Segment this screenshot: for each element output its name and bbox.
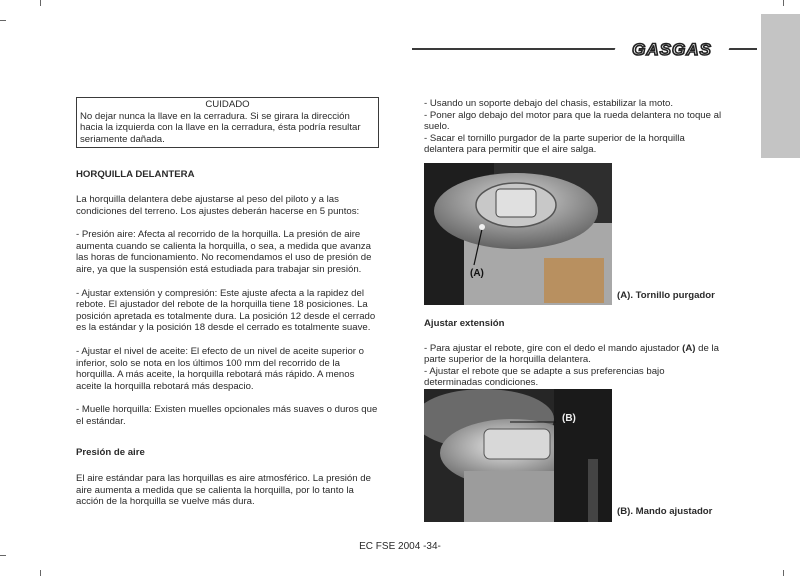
photo-label-b: (B) [562,413,576,424]
caption-b: (B). Mando ajustador [617,506,713,517]
section-heading-adjust: Ajustar extensión [424,318,505,329]
doc-code: EC FSE 2004 [359,541,421,552]
right-column [424,98,724,156]
side-tab [761,14,800,158]
brand-text: GASGAS [632,40,712,59]
paragraph: La horquilla delantera debe ajustarse al peso del piloto y a las condiciones del terreno. Los ajustes deberán hacerse en 5 puntos: [76,193,360,217]
step-item: - Usando un soporte debajo del chasis, estabilizar la moto. [424,98,674,109]
crop-mark [0,20,6,21]
warning-text: No dejar nunca la llave en la cerradura. Si se girara la dirección hacia la izquierda con la llave en la cerradura, ésta podría resultar seriamente dañada. [80,110,361,145]
left-column [76,97,379,508]
fork-top-photo-a [424,163,612,305]
crop-mark [0,555,6,556]
fork-top-photo-b [424,389,612,522]
paragraph: - Ajustar extensión y compresión: Este ajuste afecta a la rapidez del rebote. El ajustador del rebote de la horquilla tiene 18 posiciones. La posición apretada es totalmente dura. La posición 12 desde el cerrado es la estándar y la posición 18 desde el cerrado es totalmente suave. [76,287,376,334]
section-heading-air: Presión de aire [76,447,145,459]
step-text: de la parte superior de la horquilla delantera. [424,342,719,366]
step-item: - Ajustar el rebote que se adapte a sus preferencias bajo determinadas condiciones. [424,365,665,389]
crop-mark [40,0,41,6]
crop-mark [40,570,41,576]
page-footer [0,541,800,552]
gasgas-logo [612,38,734,60]
paragraph: - Muelle horquilla: Existen muelles opcionales más suaves o duros que el estándar. [76,404,378,427]
section-heading-fork: HORQUILLA DELANTERA [76,169,195,181]
page-number: -34- [423,541,441,552]
step-item [424,343,724,366]
step-item: - Poner algo debajo del motor para que la rueda delantera no toque al suelo. [424,109,722,133]
paragraph: - Ajustar el nivel de aceite: El efecto de un nivel de aceite superior o inferior, solo se nota en los últimos 100 mm del recorrido de la horquilla. A más aceite, la horquilla rebotará más rápido. A menos aceite la horquilla rebotará más despacio. [76,345,364,392]
warning-box [76,97,379,148]
adjust-section [424,318,724,389]
step-text: - Para ajustar el rebote, gire con el dedo el mando ajustador [424,342,683,354]
crop-mark [783,570,784,576]
warning-title: CUIDADO [205,99,250,110]
photo-label-a: (A) [470,268,484,279]
paragraph: - Presión aire: Afecta al recorrido de la horquilla. La presión de aire aumenta cuando se calienta la horquilla, o sea, a medida que avanza las horas de funcionamiento. No recomendamos el uso de presión de aire, ya que la suspensión está estudiada para trabajar sin presión. [76,229,372,275]
step-ref: (A) [682,342,696,354]
step-item: - Sacar el tornillo purgador de la parte superior de la horquilla delantera para permitir que el aire salga. [424,132,685,156]
paragraph: El aire estándar para las horquillas es aire atmosférico. La presión de aire aumenta a medida que se calienta la horquilla, por lo tanto la acción de la horquilla se vuelve más dura. [76,473,371,508]
caption-a: (A). Tornillo purgador [617,290,715,301]
crop-mark [783,0,784,6]
